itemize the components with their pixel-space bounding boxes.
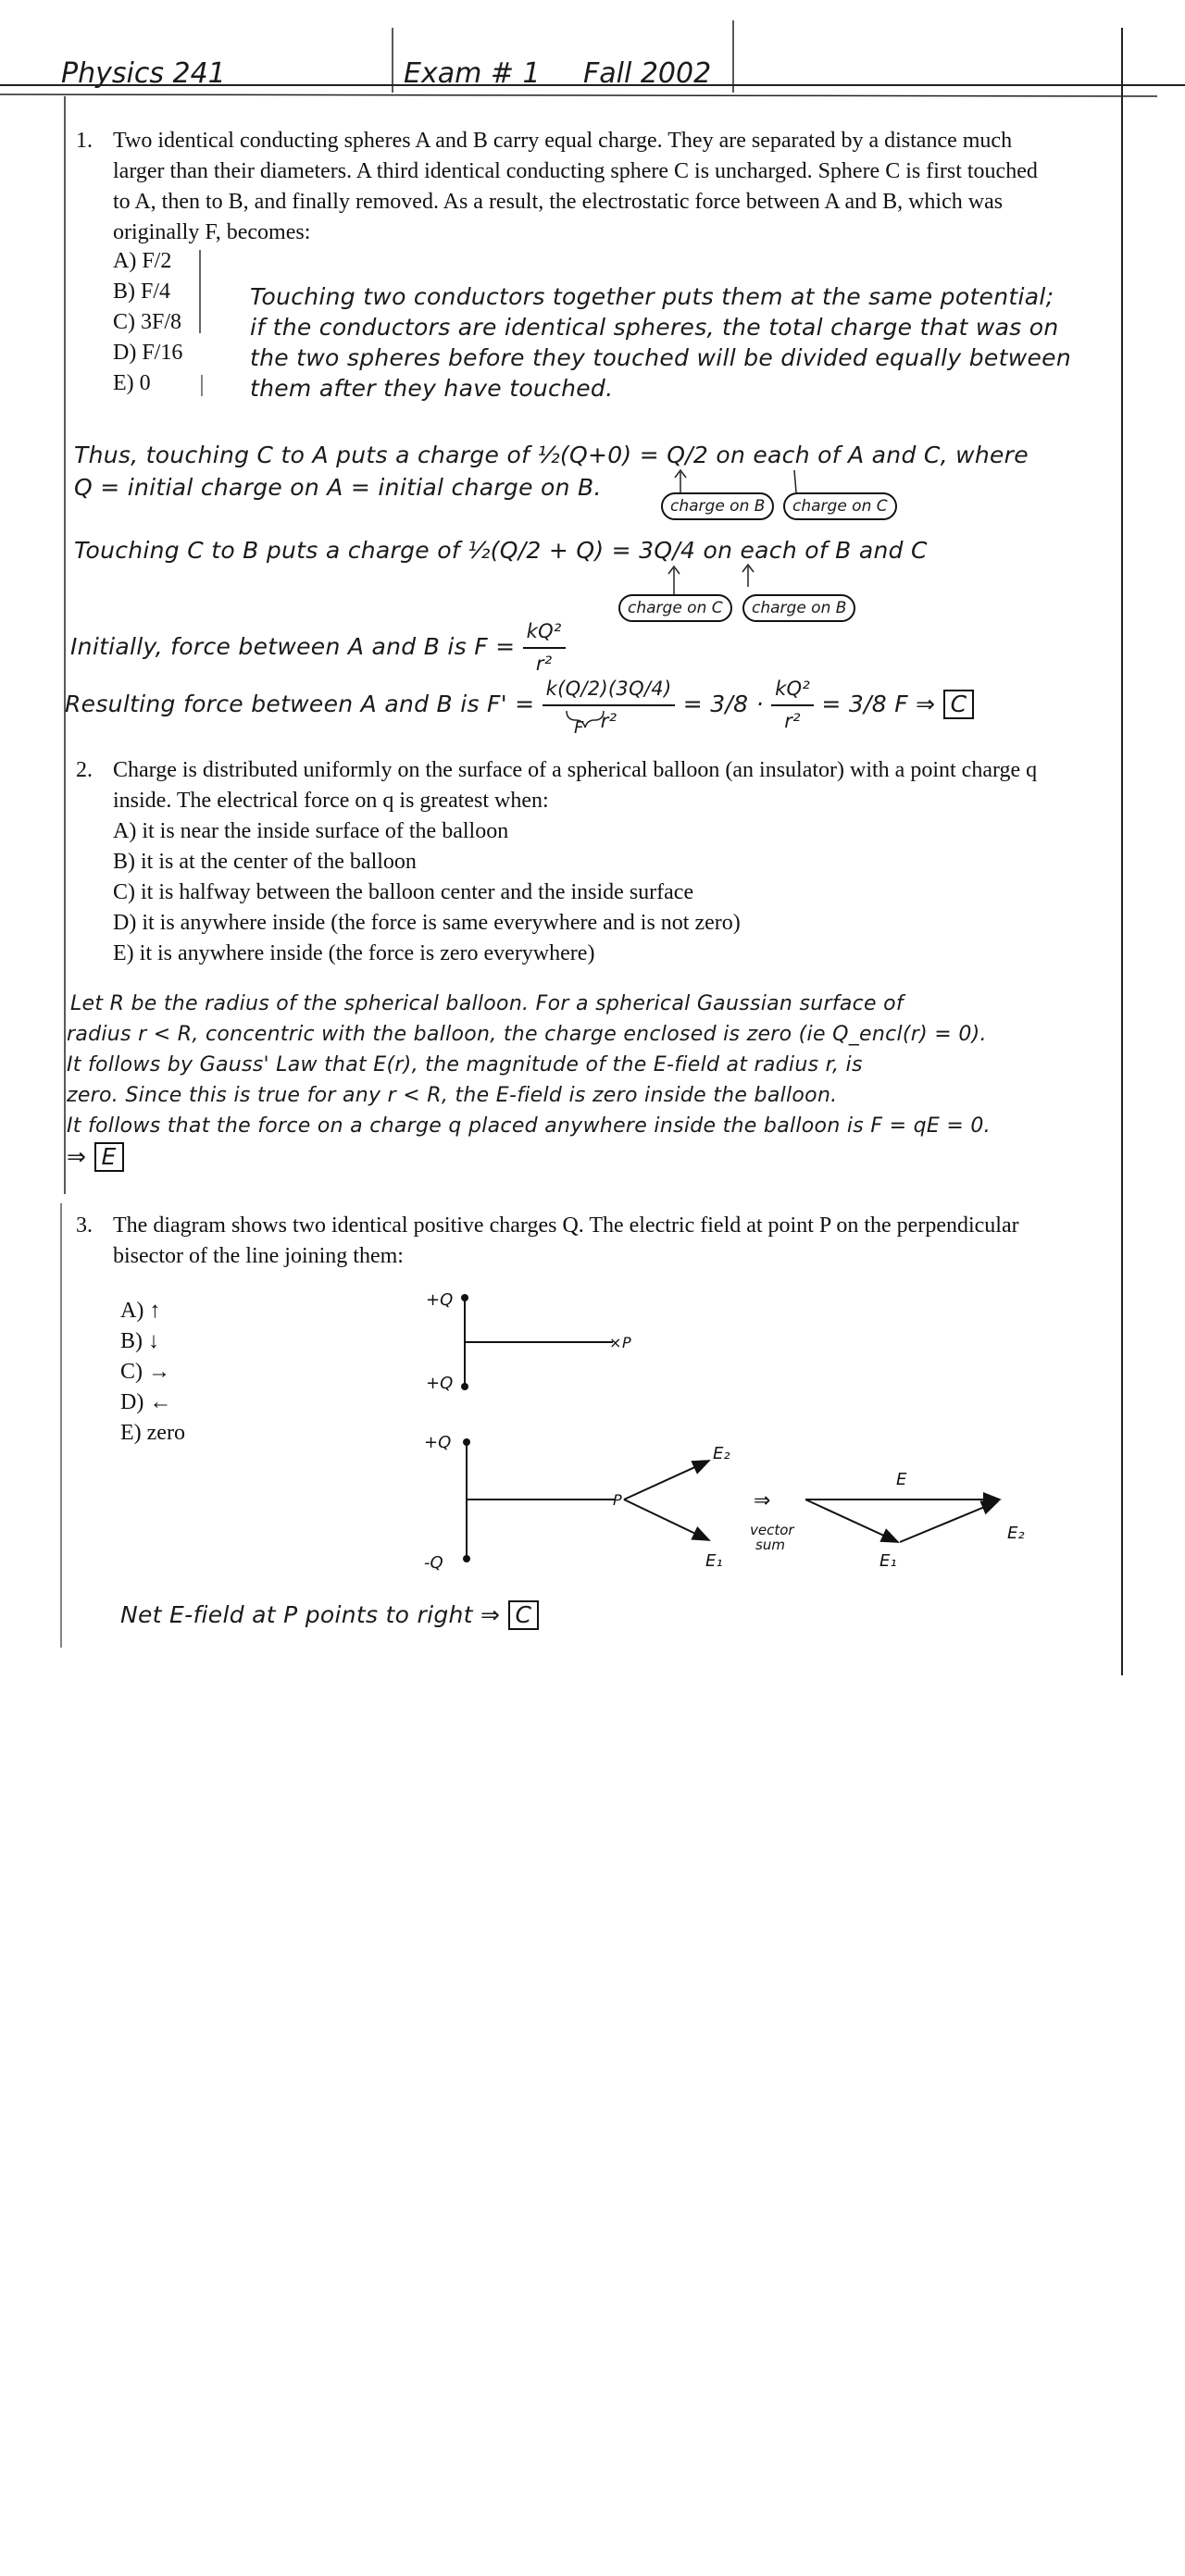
q1-note-line-3: the two spheres before they touched will be divided equally between bbox=[250, 344, 1071, 371]
q3-text: The diagram shows two identical positive charges Q. The electric field at point P on the perpendicular bisector of the line joining them: bbox=[113, 1213, 1019, 1268]
underbrace-f-label: F bbox=[574, 718, 584, 738]
fig1-bottom-charge-label: +Q bbox=[426, 1374, 454, 1393]
resulting-force-mid: = 3/8 · bbox=[682, 691, 764, 717]
fig2-bottom-charge bbox=[463, 1555, 470, 1562]
exam-label: Exam # 1 bbox=[404, 57, 541, 90]
resulting-force-text: Resulting force between A and B is F' = bbox=[65, 691, 535, 717]
q2-implies: ⇒ bbox=[67, 1143, 87, 1170]
fig2-point-p-label: P bbox=[613, 1491, 622, 1509]
oval-charge-on-b-1: charge on B bbox=[661, 492, 774, 520]
q3-number: 3. bbox=[76, 1213, 93, 1238]
q2-choice-b: B) it is at the center of the balloon bbox=[113, 850, 417, 874]
q1-annotation-marks bbox=[0, 0, 1185, 833]
q2-choice-a: A) it is near the inside surface of the balloon bbox=[113, 819, 509, 843]
fig2-vector-sum-label-2: sum bbox=[755, 1537, 785, 1553]
fig1-point-p-label: P bbox=[622, 1334, 631, 1351]
fig2-top-charge-label: +Q bbox=[424, 1433, 452, 1452]
fig1-bottom-charge bbox=[461, 1383, 468, 1390]
q1-choice-d: D) F/16 bbox=[113, 341, 183, 365]
q3-figure-field-vectors bbox=[407, 1425, 1074, 1592]
q3-choice-a: A) ↑ bbox=[120, 1299, 161, 1323]
q1-work-line-1: Thus, touching C to A puts a charge of ½(Q+0) = Q/2 on each of A and C, where bbox=[74, 442, 1029, 468]
q2-number: 2. bbox=[76, 758, 93, 782]
q3-choice-d: D) ← bbox=[120, 1390, 172, 1414]
vector-sum-e-label: E bbox=[896, 1470, 907, 1489]
fig2-top-charge bbox=[463, 1438, 470, 1446]
q1-work-line-2: Q = initial charge on A = initial charge on B. bbox=[74, 474, 602, 501]
vector-sum-e2-arrow bbox=[900, 1501, 998, 1542]
resulting-force-tail: = 3/8 F ⇒ bbox=[821, 691, 936, 717]
vector-sum-e1-arrow bbox=[805, 1500, 898, 1542]
q1-note-line-4: them after they have touched. bbox=[250, 375, 614, 402]
resulting-force-denominator-2: r² bbox=[784, 710, 801, 732]
fig2-e1-label: E₁ bbox=[705, 1551, 723, 1571]
q3-choice-e: E) zero bbox=[120, 1421, 185, 1445]
q3-conclusion bbox=[120, 1599, 539, 1630]
q2-answer-line bbox=[67, 1141, 124, 1172]
vector-sum-e2-label: E₂ bbox=[1007, 1524, 1025, 1543]
term-label: Fall 2002 bbox=[583, 57, 712, 90]
fig2-bottom-charge-label: -Q bbox=[424, 1553, 443, 1573]
fig2-vector-sum-label-1: vector bbox=[750, 1522, 794, 1538]
q1-choice-e: E) 0 bbox=[113, 371, 151, 395]
q3-answer-box: C bbox=[508, 1600, 540, 1630]
q2-note-line-4: zero. Since this is true for any r < R, the E-field is zero inside the balloon. bbox=[67, 1084, 838, 1107]
q2-text: Charge is distributed uniformly on the surface of a spherical balloon (an insulator) with a point charge q inside. The electrical force on q is greatest when: bbox=[113, 758, 1038, 813]
q1-note-line-2: if the conductors are identical spheres, the total charge that was on bbox=[250, 314, 1059, 341]
q2-answer-box: E bbox=[94, 1142, 124, 1172]
q2-note-line-1: Let R be the radius of the spherical balloon. For a spherical Gaussian surface of bbox=[70, 992, 904, 1015]
oval-charge-on-c-1: charge on C bbox=[783, 492, 897, 520]
fig1-top-charge-label: +Q bbox=[426, 1290, 454, 1310]
resulting-force-numerator-2: kQ² bbox=[771, 674, 814, 706]
q1-answer-box: C bbox=[943, 690, 975, 719]
q2-note-line-5: It follows that the force on a charge q placed anywhere inside the balloon is F = qE = 0. bbox=[67, 1114, 991, 1138]
fig2-e2-arrow bbox=[624, 1461, 709, 1500]
fig2-e2-label: E₂ bbox=[713, 1444, 730, 1463]
fig1-point-label: × bbox=[609, 1334, 622, 1351]
initial-force-text: Initially, force between A and B is F = bbox=[70, 633, 516, 660]
q1-number: 1. bbox=[76, 129, 93, 153]
q1-choice-b: B) F/4 bbox=[113, 280, 171, 304]
q2-choice-e: E) it is anywhere inside (the force is zero everywhere) bbox=[113, 941, 595, 965]
course-label: Physics 241 bbox=[61, 57, 226, 90]
fig1-top-charge bbox=[461, 1294, 468, 1301]
q1-choice-c: C) 3F/8 bbox=[113, 310, 182, 334]
q1-note-line-1: Touching two conductors together puts them at the same potential; bbox=[250, 283, 1054, 310]
oval-charge-on-c-2: charge on C bbox=[618, 594, 732, 622]
q3-conclusion-text: Net E-field at P points to right ⇒ bbox=[120, 1601, 501, 1628]
initial-force-numerator: kQ² bbox=[523, 616, 566, 649]
q2-choice-c: C) it is halfway between the balloon center and the inside surface bbox=[113, 880, 694, 904]
q3-choice-b: B) ↓ bbox=[120, 1329, 159, 1353]
initial-force-denominator: r² bbox=[535, 653, 553, 675]
q2-note-line-2: radius r < R, concentric with the balloon, the charge enclosed is zero (ie Q_encl(r) = 0). bbox=[67, 1023, 987, 1046]
q2-note-line-3: It follows by Gauss' Law that E(r), the magnitude of the E-field at radius r, is bbox=[67, 1053, 863, 1076]
vector-sum-e1-label: E₁ bbox=[879, 1551, 897, 1571]
q2-choice-d: D) it is anywhere inside (the force is same everywhere and is not zero) bbox=[113, 911, 741, 935]
fig2-e1-arrow bbox=[624, 1500, 709, 1540]
resulting-force-numerator: k(Q/2)(3Q/4) bbox=[543, 674, 676, 706]
oval-charge-on-b-2: charge on B bbox=[742, 594, 855, 622]
fig2-implies-arrow: ⇒ bbox=[754, 1489, 771, 1512]
q1-work-line-3: Touching C to B puts a charge of ½(Q/2 + Q) = 3Q/4 on each of B and C bbox=[74, 537, 928, 564]
q1-text: Two identical conducting spheres A and B carry equal charge. They are separated by a distance much larger than their diameters. A third identical conducting sphere C is uncharged. Sphere C is first touched to A, then to B, and finally removed. As a result, the electrostatic force between A and B, which was originally F, becomes: bbox=[113, 129, 1038, 244]
q1-choice-a: A) F/2 bbox=[113, 249, 172, 273]
resulting-force-denominator: r² bbox=[600, 710, 617, 732]
q3-choice-c: C) → bbox=[120, 1360, 170, 1384]
q3-figure-charges bbox=[407, 1287, 667, 1407]
